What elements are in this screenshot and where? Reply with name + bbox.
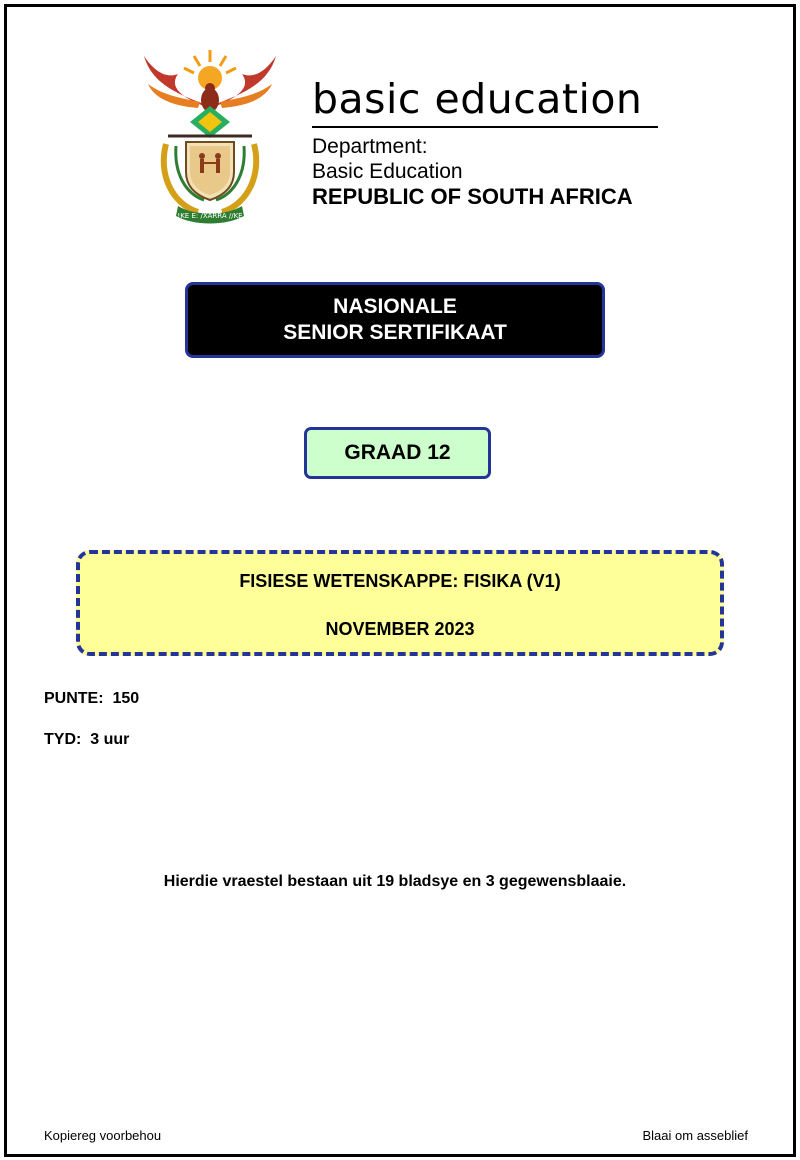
- page-count-note: Hierdie vraestel bestaan uit 19 bladsye en 3 gegewensblaaie.: [163, 873, 627, 890]
- exam-session: NOVEMBER 2023: [325, 619, 475, 639]
- brand-divider: [312, 126, 658, 128]
- exam-duration: TYD: 3 uur: [44, 731, 130, 748]
- certificate-line2: SENIOR SERTIFIKAAT: [283, 321, 507, 344]
- turn-page-footer: Blaai om asseblief: [642, 1128, 748, 1143]
- certificate-line1: NASIONALE: [333, 295, 457, 318]
- svg-text:!KE E: /XARRA //KE: !KE E: /XARRA //KE: [177, 212, 243, 220]
- brand-title: basic education: [312, 75, 643, 123]
- department-branding: [312, 76, 658, 210]
- certificate-banner: [185, 282, 605, 358]
- total-marks: PUNTE: 150: [44, 690, 140, 707]
- copyright-footer: Kopiereg voorbehou: [44, 1128, 162, 1143]
- coat-of-arms-logo: [138, 44, 282, 224]
- department-name: Basic Education: [312, 160, 463, 183]
- department-label: Department:: [312, 135, 428, 158]
- subject-panel: [76, 550, 724, 656]
- subject-title: FISIESE WETENSKAPPE: FISIKA (V1): [239, 571, 561, 591]
- grade-badge: [304, 427, 491, 479]
- country-name: REPUBLIC OF SOUTH AFRICA: [312, 184, 633, 209]
- grade-label: GRAAD 12: [344, 441, 451, 464]
